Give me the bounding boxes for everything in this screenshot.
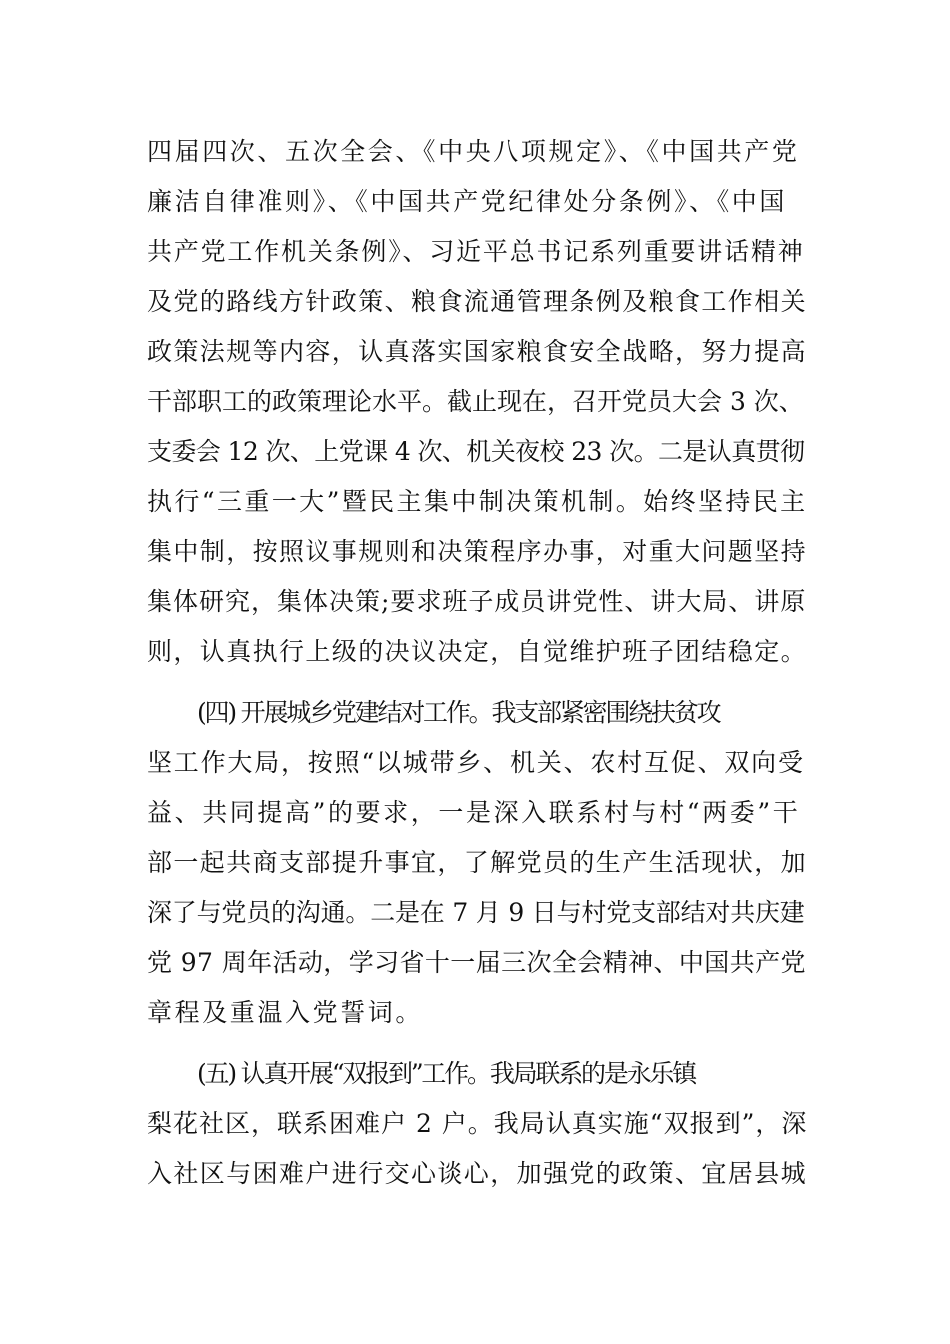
paragraph-4-first-line: (四) 开展城乡党建结对工作。我支部紧密围绕扶贫攻 — [197, 698, 720, 727]
text-line: 坚工作大局，按照“以城带乡、机关、农村互促、双向受 — [147, 748, 805, 777]
text-line: 集体研究，集体决策;要求班子成员讲党性、讲大局、讲原 — [147, 587, 807, 616]
text-line: 部一起共商支部提升事宜，了解党员的生产生活现状，加 — [147, 848, 808, 877]
text-line: 干部职工的政策理论水平。截止现在，召开党员大会 3 次、 — [147, 387, 804, 416]
text-line: 则，认真执行上级的决议决定，自觉维护班子团结稳定。 — [147, 637, 808, 666]
text-line: 集中制，按照议事规则和决策程序办事，对重大问题坚持 — [147, 537, 808, 566]
text-line: 政策法规等内容，认真落实国家粮食安全战略，努力提高 — [147, 337, 808, 366]
text-line: 四届四次、五次全会、《中央八项规定》、《中国共产党 — [147, 137, 800, 166]
text-line: 党 97 周年活动，学习省十一届三次全会精神、中国共产党 — [147, 948, 806, 977]
paragraph-5-first-line: (五) 认真开展“双报到”工作。我局联系的是永乐镇 — [197, 1059, 696, 1088]
text-line: 章程及重温入党誓词。 — [147, 998, 424, 1027]
text-line: 益、共同提高”的要求，一是深入联系村与村“两委”干 — [147, 798, 801, 827]
text-line: 深了与党员的沟通。二是在 7 月 9 日与村党支部结对共庆建 — [147, 898, 805, 927]
text-line: 入社区与困难户进行交心谈心，加强党的政策、宜居县城 — [147, 1159, 808, 1188]
text-line: 梨花社区，联系困难户 2 户。我局认真实施“双报到”，深 — [147, 1109, 808, 1138]
text-line: 共产党工作机关条例》、习近平总书记系列重要讲话精神 — [147, 237, 805, 266]
text-line: 支委会 12 次、上党课 4 次、机关夜校 23 次。二是认真贯彻 — [147, 437, 805, 466]
text-line: 及党的路线方针政策、粮食流通管理条例及粮食工作相关 — [147, 287, 808, 316]
text-line: 廉洁自律准则》、《中国共产党纪律处分条例》、《中国 — [147, 187, 788, 216]
text-line: 执行“三重一大”暨民主集中制决策机制。始终坚持民主 — [147, 487, 808, 516]
